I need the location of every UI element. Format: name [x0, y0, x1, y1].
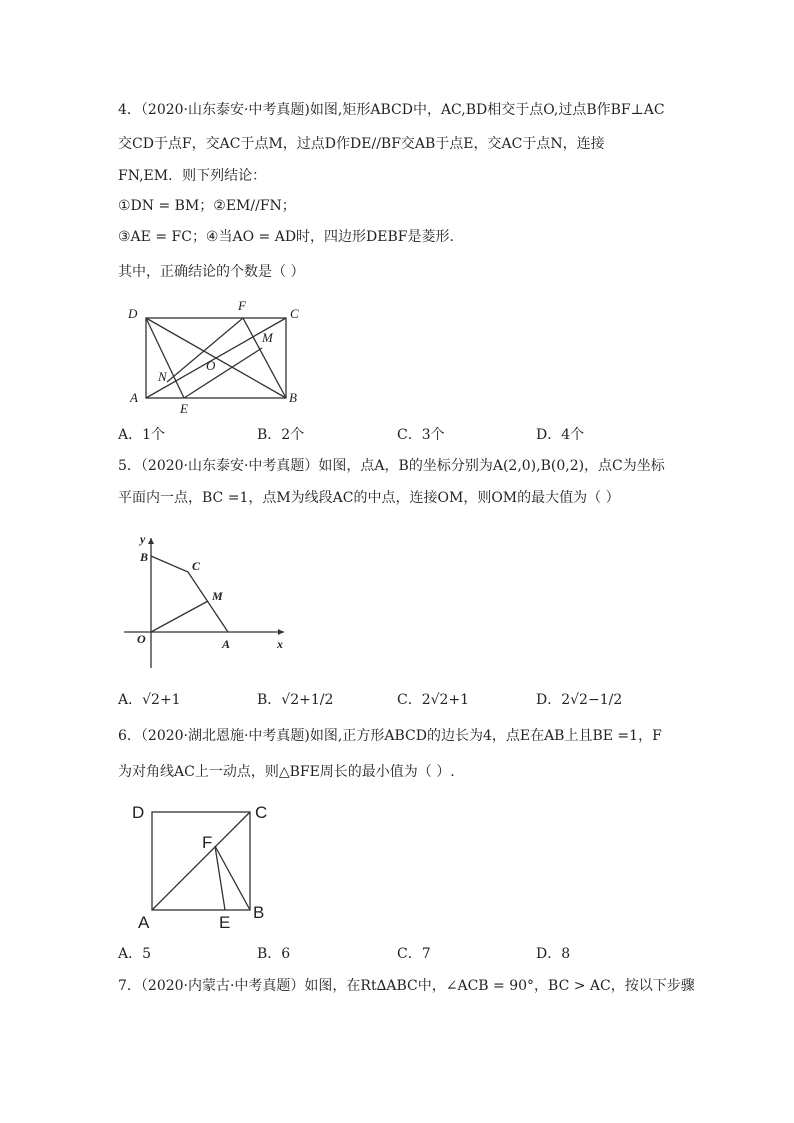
q4-option-c: C．3个 [397, 427, 445, 443]
q6-option-d: D．8 [536, 946, 571, 962]
q4-line-3: FN,EM．则下列结论： [118, 168, 267, 184]
q6-figure [125, 798, 285, 938]
q4-label-b: B [289, 390, 297, 405]
q6-option-c: C．7 [397, 946, 431, 962]
q6-option-a: A．5 [118, 946, 152, 962]
q6-option-b: B．6 [257, 946, 291, 962]
q4-segment-em [184, 348, 262, 398]
q4-figure [120, 295, 320, 420]
q6-label-f: F [202, 833, 213, 852]
q4-label-n: N [158, 369, 167, 384]
q4-line-1: 4．（2020·山东泰安·中考真题)如图,矩形ABCD中，AC,BD相交于点O,过点B作BF⊥AC [118, 102, 665, 118]
q7-line-1: 7．（2020·内蒙古·中考真题）如图，在Rt∆ABC中，∠ACB = 90°，BC > AC，按以下步骤 [118, 978, 695, 994]
q4-line-5: ③AE = FC；④当AO = AD时，四边形DEBF是菱形. [118, 229, 454, 245]
q5-line-2: 平面内一点，BC =1，点M为线段AC的中点，连接OM，则OM的最大值为（ ） [118, 490, 620, 506]
q4-line-6: 其中，正确结论的个数是（ ） [118, 264, 305, 280]
q6-label-c: C [255, 803, 268, 822]
q4-segment-de [146, 318, 184, 398]
q4-option-d: D．4个 [536, 427, 585, 443]
q5-x-arrow [278, 629, 284, 635]
q4-line-4: ①DN = BM；②EM//FN； [118, 198, 296, 214]
q5-label-a: A [222, 637, 231, 651]
q4-label-d: D [128, 306, 138, 321]
q6-label-d: D [132, 803, 145, 822]
q5-label-b: B [140, 550, 149, 564]
q6-label-e: E [219, 913, 231, 932]
q4-label-f: F [238, 298, 246, 313]
q5-label-o: O [137, 632, 146, 646]
q4-label-e: E [180, 401, 188, 416]
q6-diagonal-ac [152, 812, 250, 910]
q4-option-a: A．1个 [118, 427, 166, 443]
q6-line-2: 为对角线AC上一动点，则△BFE周长的最小值为（ ）. [118, 764, 455, 780]
q5-option-a: A．√2+1 [118, 692, 181, 708]
q5-label-y: y [140, 532, 146, 546]
q5-y-arrow [148, 538, 154, 544]
q5-figure [120, 525, 300, 675]
q5-label-x: x [277, 637, 283, 651]
q6-label-a: A [138, 913, 150, 932]
q5-option-c: C．2√2+1 [397, 692, 470, 708]
q4-option-b: B．2个 [257, 427, 305, 443]
q5-segment-om [151, 601, 208, 632]
q6-label-b: B [253, 903, 265, 922]
q4-label-m: M [262, 330, 273, 345]
q5-line-1: 5．（2020·山东泰安·中考真题）如图，点A，B的坐标分别为A(2,0),B(0,2)，点C为坐标 [118, 458, 665, 474]
q4-segment-fn [167, 318, 243, 382]
q5-label-c: C [192, 559, 201, 573]
q4-label-o: O [206, 358, 216, 373]
q6-line-1: 6．（2020·湖北恩施·中考真题)如图,正方形ABCD的边长为4，点E在AB上且BE =1，F [118, 728, 662, 744]
q4-line-2: 交CD于点F，交AC于点M，过点D作DE//BF交AB于点E，交AC于点N，连接 [118, 136, 605, 152]
q5-option-b: B．√2+1/2 [257, 692, 334, 708]
q4-label-a: A [130, 390, 138, 405]
q4-label-c: C [290, 306, 299, 321]
q5-label-m: M [212, 589, 223, 603]
q5-option-d: D．2√2−1/2 [536, 692, 623, 708]
